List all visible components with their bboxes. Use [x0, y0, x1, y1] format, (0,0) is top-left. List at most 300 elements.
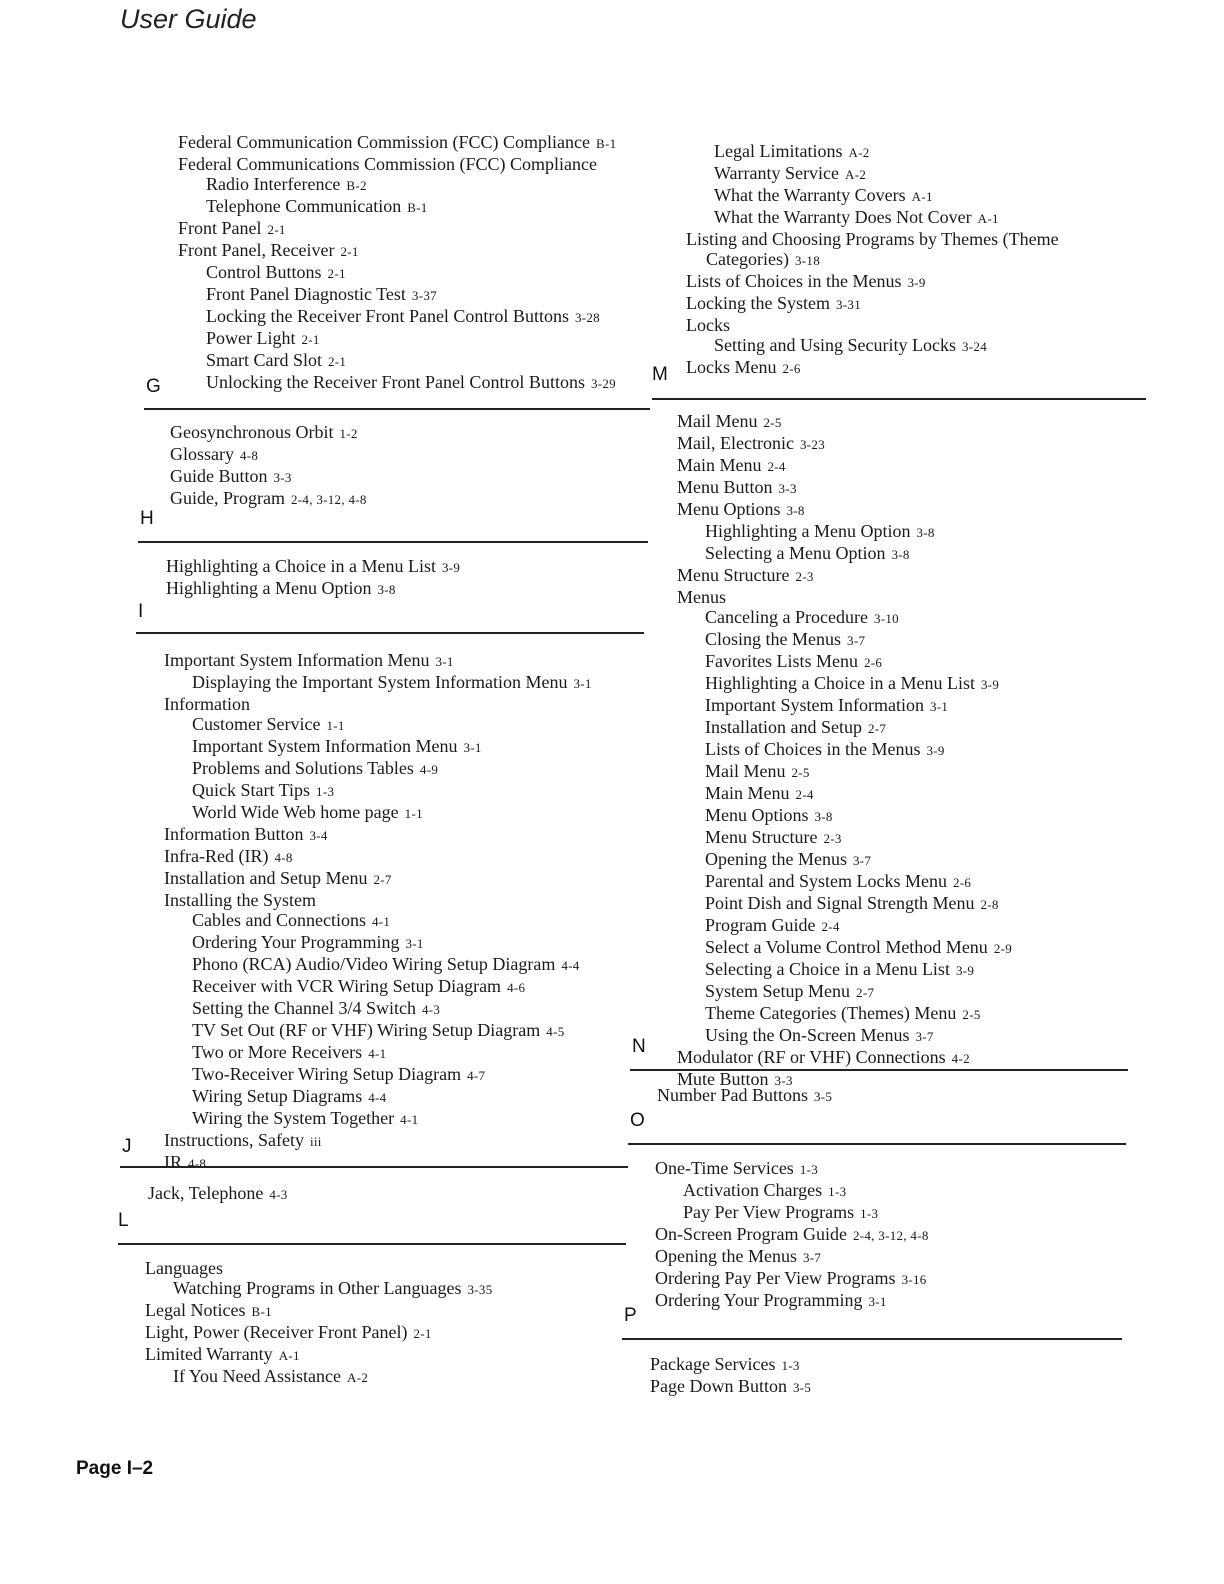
index-term: Guide, Program — [170, 488, 285, 508]
index-term: Highlighting a Choice in a Menu List — [166, 556, 436, 576]
index-term: If You Need Assistance — [173, 1366, 341, 1386]
index-term: Activation Charges — [683, 1180, 823, 1200]
index-entry — [677, 587, 1012, 607]
index-section-l-continued — [686, 141, 1059, 379]
index-page-ref: 3-3 — [273, 470, 292, 485]
index-term: Closing the Menus — [705, 629, 842, 649]
index-term: Power Light — [206, 328, 296, 348]
index-term: Front Panel Diagnostic Test — [206, 284, 406, 304]
section-rule-i — [136, 632, 644, 634]
index-entry — [677, 455, 1012, 477]
index-entry — [677, 521, 1012, 543]
index-entry — [677, 673, 1012, 695]
index-page-ref: 3-37 — [411, 288, 437, 303]
index-term: Phono (RCA) Audio/Video Wiring Setup Diagram — [192, 954, 556, 974]
index-term: System Setup Menu — [705, 981, 851, 1001]
index-entry — [677, 937, 1012, 959]
index-entry — [677, 543, 1012, 565]
index-page-ref: 3-7 — [802, 1250, 822, 1265]
index-entry — [650, 1354, 811, 1376]
index-entry — [686, 229, 1059, 249]
index-entry — [686, 357, 1059, 379]
index-page-ref: 3-9 — [955, 963, 975, 978]
section-letter-o: O — [630, 1110, 645, 1131]
index-entry — [677, 827, 1012, 849]
index-entry — [677, 499, 1012, 521]
index-section-l — [145, 1258, 493, 1388]
index-term: Watching Programs in Other Languages — [173, 1278, 462, 1298]
index-page-ref: 3-5 — [814, 1089, 833, 1104]
index-term: Important System Information — [705, 695, 924, 715]
index-term: Smart Card Slot — [206, 350, 322, 370]
index-entry — [677, 695, 1012, 717]
index-page-ref: iii — [309, 1134, 322, 1149]
page-number: Page I–2 — [76, 1458, 154, 1479]
index-page-ref: 4-3 — [269, 1187, 288, 1202]
index-page-ref: 1-3 — [781, 1358, 800, 1373]
index-entry — [178, 196, 616, 218]
index-page-ref: 3-28 — [574, 310, 600, 325]
index-entry — [686, 163, 1059, 185]
index-entry — [686, 335, 1059, 357]
index-page-ref: 4-4 — [561, 958, 580, 973]
index-entry — [677, 629, 1012, 651]
index-page-ref: 2-6 — [864, 655, 883, 670]
index-page-ref: 4-8 — [274, 850, 293, 865]
index-entry — [677, 433, 1012, 455]
index-term: Categories) — [706, 249, 789, 269]
index-page-ref: 3-7 — [915, 1029, 934, 1044]
index-term: Favorites Lists Menu — [705, 651, 858, 671]
index-page-ref: 1-1 — [326, 718, 345, 733]
index-entry — [677, 739, 1012, 761]
index-page-ref: A-2 — [347, 1370, 369, 1385]
index-entry — [164, 736, 592, 758]
index-entry — [686, 249, 1059, 271]
index-term: Mail Menu — [677, 411, 758, 431]
index-entry — [677, 477, 1012, 499]
index-entry — [164, 758, 592, 780]
index-entry — [164, 1064, 592, 1086]
index-entry — [164, 1020, 592, 1042]
index-page-ref: 3-3 — [774, 1073, 793, 1088]
index-term: Cables and Connections — [192, 910, 366, 930]
index-term: Menus — [677, 587, 726, 607]
index-entry — [686, 271, 1059, 293]
index-entry — [655, 1268, 929, 1290]
index-term: Legal Limitations — [714, 141, 843, 161]
index-page-ref: 4-3 — [421, 1002, 441, 1017]
index-entry — [655, 1202, 929, 1224]
index-page-ref: 1-3 — [316, 784, 335, 799]
index-entry — [164, 846, 592, 868]
index-page-ref: 3-4 — [309, 828, 328, 843]
index-entry — [164, 868, 592, 890]
index-page-ref: 3-1 — [463, 740, 482, 755]
index-entry — [677, 411, 1012, 433]
section-letter-h: H — [140, 508, 154, 529]
index-page-ref: 3-35 — [467, 1282, 493, 1297]
index-page-ref: 3-8 — [916, 525, 935, 540]
index-section-p — [650, 1354, 811, 1398]
index-entry — [686, 141, 1059, 163]
index-term: Point Dish and Signal Strength Menu — [705, 893, 975, 913]
index-page-ref: A-1 — [911, 189, 933, 204]
index-page-ref: 3-7 — [847, 633, 866, 648]
index-page-ref: 4-5 — [546, 1024, 565, 1039]
index-term: Important System Information Menu — [192, 736, 458, 756]
index-term: Canceling a Procedure — [705, 607, 868, 627]
index-term: Ordering Your Programming — [655, 1290, 863, 1310]
index-entry — [164, 954, 592, 976]
index-entry — [677, 959, 1012, 981]
index-page-ref: 4-7 — [467, 1068, 486, 1083]
index-page-ref: 4-1 — [400, 1112, 419, 1127]
index-entry — [166, 578, 460, 600]
index-term: Installing the System — [164, 890, 316, 910]
index-page-ref: B-1 — [407, 200, 428, 215]
index-term: Locks Menu — [686, 357, 777, 377]
index-page-ref: 3-1 — [929, 699, 949, 714]
index-entry — [164, 780, 592, 802]
index-term: Highlighting a Choice in a Menu List — [705, 673, 975, 693]
section-rule-p — [622, 1338, 1122, 1340]
index-entry — [655, 1224, 929, 1246]
index-page-ref: 3-18 — [794, 253, 820, 268]
index-term: Problems and Solutions Tables — [192, 758, 414, 778]
index-entry — [655, 1246, 929, 1268]
index-entry — [145, 1278, 493, 1300]
index-term: Federal Communications Commission (FCC) Compliance — [178, 154, 597, 174]
index-page-ref: 3-24 — [961, 339, 988, 354]
index-page-ref: 4-1 — [371, 914, 391, 929]
index-term: Light, Power (Receiver Front Panel) — [145, 1322, 408, 1342]
index-entry — [677, 761, 1012, 783]
index-term: Mail Menu — [705, 761, 786, 781]
index-term: Program Guide — [705, 915, 816, 935]
index-term: Selecting a Menu Option — [705, 543, 886, 563]
index-term: Locks — [686, 315, 730, 335]
index-entry — [677, 981, 1012, 1003]
index-term: Legal Notices — [145, 1300, 246, 1320]
index-page-ref: 3-31 — [835, 297, 862, 312]
index-entry — [164, 998, 592, 1020]
index-page-ref: 4-4 — [368, 1090, 387, 1105]
index-entry — [145, 1300, 493, 1322]
index-section-j — [148, 1183, 288, 1205]
index-page-ref: 2-7 — [856, 985, 875, 1000]
index-page-ref: 3-10 — [873, 611, 899, 626]
index-page-ref: 3-8 — [786, 503, 805, 518]
index-page-ref: 2-4 — [767, 459, 786, 474]
index-page-ref: 3-9 — [441, 560, 461, 575]
index-page-ref: 3-3 — [778, 481, 797, 496]
index-term: Lists of Choices in the Menus — [686, 271, 902, 291]
index-term: World Wide Web home page — [192, 802, 399, 822]
index-page-ref: 3-16 — [901, 1272, 927, 1287]
index-term: Two or More Receivers — [192, 1042, 363, 1062]
index-term: Number Pad Buttons — [657, 1085, 808, 1105]
index-term: Using the On-Screen Menus — [705, 1025, 910, 1045]
index-term: Menu Structure — [677, 565, 790, 585]
index-page-ref: 2-9 — [993, 941, 1013, 956]
index-term: Two-Receiver Wiring Setup Diagram — [192, 1064, 462, 1084]
index-term: Selecting a Choice in a Menu List — [705, 959, 950, 979]
index-term: Setting and Using Security Locks — [714, 335, 956, 355]
index-term: Glossary — [170, 444, 234, 464]
index-page-ref: 2-3 — [823, 831, 842, 846]
index-page-ref: 2-1 — [301, 332, 320, 347]
index-page-ref: 1-3 — [860, 1206, 879, 1221]
index-entry — [148, 1183, 288, 1205]
index-term: Menu Options — [677, 499, 781, 519]
index-page-ref: 2-4 — [821, 919, 840, 934]
index-term: Infra-Red (IR) — [164, 846, 269, 866]
index-term: What the Warranty Does Not Cover — [714, 207, 972, 227]
index-entry — [164, 976, 592, 998]
index-term: Wiring Setup Diagrams — [192, 1086, 363, 1106]
index-page-ref: 4-9 — [419, 762, 439, 777]
index-entry — [677, 565, 1012, 587]
index-page-ref: A-1 — [278, 1348, 300, 1363]
index-term: Languages — [145, 1258, 223, 1278]
index-term: Telephone Communication — [206, 196, 402, 216]
index-term: Page Down Button — [650, 1376, 787, 1396]
index-term: Important System Information Menu — [164, 650, 430, 670]
index-term: Quick Start Tips — [192, 780, 311, 800]
index-entry — [164, 650, 592, 672]
index-term: Displaying the Important System Information Menu — [192, 672, 568, 692]
index-entry — [164, 714, 592, 736]
index-term: Package Services — [650, 1354, 776, 1374]
index-term: Control Buttons — [206, 262, 322, 282]
section-letter-j: J — [122, 1136, 132, 1157]
index-page-ref: 4-1 — [368, 1046, 387, 1061]
index-entry — [657, 1085, 832, 1107]
index-entry — [686, 207, 1059, 229]
index-entry — [178, 174, 616, 196]
index-entry — [677, 607, 1012, 629]
section-rule-m — [652, 398, 1146, 400]
index-page-ref: 2-7 — [373, 872, 392, 887]
index-term: Warranty Service — [714, 163, 839, 183]
index-page-ref: 3-23 — [799, 437, 825, 452]
index-page-ref: 2-5 — [763, 415, 782, 430]
index-term: Parental and System Locks Menu — [705, 871, 947, 891]
index-term: Ordering Pay Per View Programs — [655, 1268, 896, 1288]
index-entry — [677, 651, 1012, 673]
index-entry — [178, 306, 616, 328]
index-term: Limited Warranty — [145, 1344, 273, 1364]
index-term: Information Button — [164, 824, 304, 844]
index-term: Federal Communication Commission (FCC) Compliance — [178, 132, 590, 152]
index-page-ref: 3-8 — [377, 582, 396, 597]
index-page-ref: A-2 — [848, 145, 870, 160]
index-section-m — [677, 411, 1012, 1091]
index-entry — [164, 694, 592, 714]
index-entry — [686, 293, 1059, 315]
index-entry — [178, 284, 616, 306]
index-entry — [650, 1376, 811, 1398]
index-entry — [178, 132, 616, 154]
index-section-h — [166, 556, 460, 600]
index-entry — [655, 1180, 929, 1202]
index-term: Installation and Setup — [705, 717, 862, 737]
index-term: Geosynchronous Orbit — [170, 422, 334, 442]
index-page-ref: 2-1 — [267, 222, 286, 237]
index-section-o — [655, 1158, 929, 1312]
index-page-ref: 2-1 — [413, 1326, 432, 1341]
index-entry — [170, 444, 367, 466]
index-entry — [170, 466, 367, 488]
index-page-ref: 4-8 — [240, 448, 259, 463]
index-page-ref: B-2 — [346, 178, 367, 193]
index-term: Locking the Receiver Front Panel Control Buttons — [206, 306, 569, 326]
index-page-ref: 2-3 — [795, 569, 814, 584]
index-page-ref: 4-8 — [188, 1156, 207, 1171]
index-term: Highlighting a Menu Option — [705, 521, 911, 541]
index-entry — [164, 1130, 592, 1152]
index-entry — [677, 849, 1012, 871]
index-page-ref: 3-1 — [868, 1294, 887, 1309]
index-term: TV Set Out (RF or VHF) Wiring Setup Diagram — [192, 1020, 541, 1040]
index-term: Front Panel, Receiver — [178, 240, 335, 260]
index-term: Mail, Electronic — [677, 433, 794, 453]
section-rule-l — [118, 1243, 626, 1245]
index-page-ref: 1-1 — [404, 806, 423, 821]
index-term: Main Menu — [705, 783, 790, 803]
index-term: Modulator (RF or VHF) Connections — [677, 1047, 946, 1067]
section-rule-o — [628, 1143, 1126, 1145]
index-entry — [677, 893, 1012, 915]
index-entry — [145, 1366, 493, 1388]
index-entry — [677, 871, 1012, 893]
index-entry — [677, 717, 1012, 739]
index-entry — [166, 556, 460, 578]
index-entry — [164, 1086, 592, 1108]
index-entry — [677, 783, 1012, 805]
section-letter-l: L — [118, 1210, 129, 1231]
index-term: Information — [164, 694, 250, 714]
index-term: Menu Options — [705, 805, 809, 825]
index-page-ref: 3-8 — [814, 809, 833, 824]
index-term: Wiring the System Together — [192, 1108, 395, 1128]
index-term: One-Time Services — [655, 1158, 794, 1178]
index-entry — [677, 805, 1012, 827]
index-entry — [677, 1047, 1012, 1069]
index-page-ref: 2-5 — [791, 765, 810, 780]
index-page-ref: 2-1 — [328, 354, 347, 369]
index-entry — [677, 915, 1012, 937]
index-entry — [655, 1290, 929, 1312]
index-entry — [164, 1042, 592, 1064]
index-term: Radio Interference — [206, 174, 341, 194]
index-term: Receiver with VCR Wiring Setup Diagram — [192, 976, 502, 996]
index-page-ref: 3-8 — [891, 547, 910, 562]
index-entry — [686, 185, 1059, 207]
index-entry — [164, 672, 592, 694]
index-entry — [164, 824, 592, 846]
index-term: Instructions, Safety — [164, 1130, 304, 1150]
index-entry — [178, 154, 616, 174]
index-page-ref: 3-9 — [980, 677, 1000, 692]
index-entry — [677, 1003, 1012, 1025]
index-page-ref: 4-2 — [951, 1051, 970, 1066]
index-term: Main Menu — [677, 455, 762, 475]
index-page-ref: 1-3 — [828, 1184, 847, 1199]
index-term: Opening the Menus — [655, 1246, 797, 1266]
section-letter-n: N — [632, 1036, 646, 1057]
index-term: Select a Volume Control Method Menu — [705, 937, 988, 957]
index-term: Mute Button — [677, 1069, 769, 1089]
index-page-ref: 2-7 — [867, 721, 887, 736]
index-page-ref: B-1 — [251, 1304, 272, 1319]
index-entry — [164, 1152, 592, 1174]
index-page-ref: B-1 — [595, 136, 617, 151]
index-page-ref: 3-9 — [907, 275, 926, 290]
index-page-ref: 2-6 — [952, 875, 972, 890]
section-rule-g — [144, 408, 650, 410]
index-term: Menu Structure — [705, 827, 818, 847]
index-term: IR — [164, 1152, 182, 1172]
index-term: Highlighting a Menu Option — [166, 578, 372, 598]
section-letter-g: G — [146, 376, 161, 397]
page-header-title: User Guide — [120, 4, 257, 34]
index-term: Listing and Choosing Programs by Themes (Theme — [686, 229, 1059, 249]
index-term: Lists of Choices in the Menus — [705, 739, 921, 759]
section-rule-n — [630, 1069, 1128, 1071]
index-entry — [178, 262, 616, 284]
index-page-ref: 3-1 — [405, 936, 424, 951]
index-term: Unlocking the Receiver Front Panel Control Buttons — [206, 372, 585, 392]
index-term: Jack, Telephone — [148, 1183, 264, 1203]
index-entry — [145, 1344, 493, 1366]
index-page-ref: 1-2 — [339, 426, 358, 441]
index-page-ref: 4-6 — [507, 980, 526, 995]
index-term: On-Screen Program Guide — [655, 1224, 847, 1244]
index-term: Installation and Setup Menu — [164, 868, 368, 888]
index-term: Setting the Channel 3/4 Switch — [192, 998, 416, 1018]
section-letter-i: I — [138, 601, 144, 622]
section-letter-m: M — [652, 364, 668, 385]
index-entry — [164, 1108, 592, 1130]
index-term: Customer Service — [192, 714, 321, 734]
index-term: Ordering Your Programming — [192, 932, 400, 952]
index-entry — [178, 218, 616, 240]
index-entry — [145, 1322, 493, 1344]
index-term: Front Panel — [178, 218, 262, 238]
index-term: Guide Button — [170, 466, 268, 486]
index-entry — [178, 372, 616, 394]
index-page-ref: 2-4, 3-12, 4-8 — [852, 1228, 929, 1243]
index-page-ref: 2-4 — [795, 787, 814, 802]
index-term: Opening the Menus — [705, 849, 847, 869]
index-entry — [164, 890, 592, 910]
index-term: Locking the System — [686, 293, 830, 313]
index-page-ref: 3-7 — [852, 853, 872, 868]
index-entry — [164, 802, 592, 824]
index-entry — [686, 315, 1059, 335]
index-entry — [170, 488, 367, 510]
index-entry — [178, 328, 616, 350]
index-page-ref: 3-1 — [435, 654, 454, 669]
index-entry — [145, 1258, 493, 1278]
index-entry — [164, 932, 592, 954]
index-page-ref: 2-1 — [327, 266, 346, 281]
index-entry — [677, 1025, 1012, 1047]
index-page-ref: 2-8 — [980, 897, 999, 912]
section-rule-j — [120, 1166, 628, 1168]
